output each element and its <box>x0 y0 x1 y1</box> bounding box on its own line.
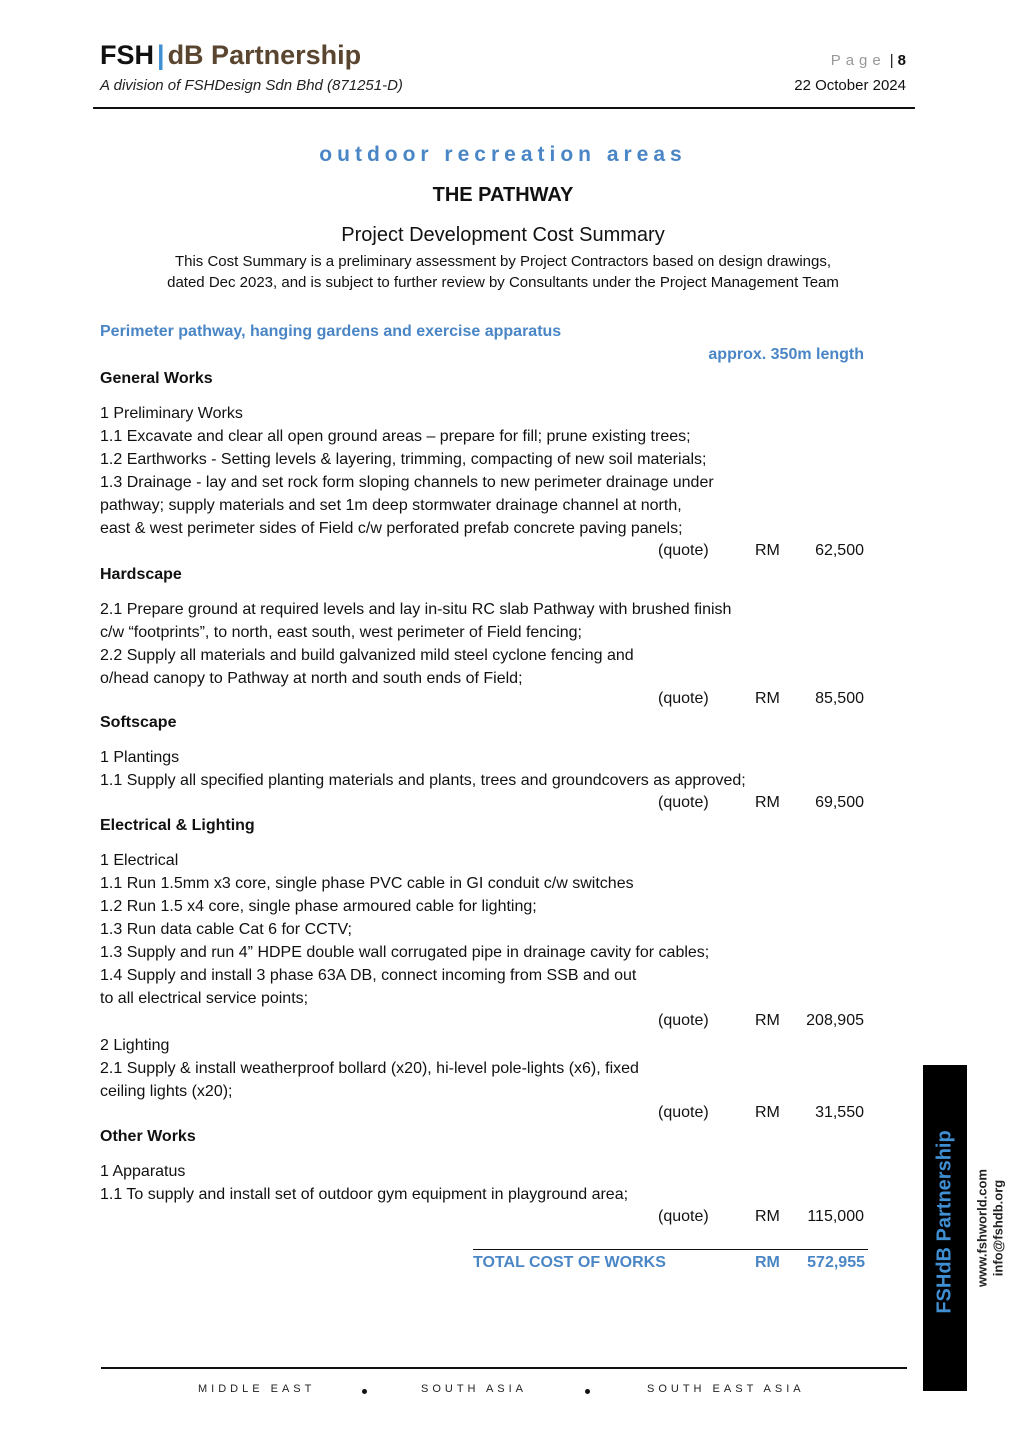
category-title-hardscape: Hardscape <box>100 566 182 583</box>
total-label: TOTAL COST OF WORKS <box>473 1254 666 1271</box>
cost-line-hardscape <box>600 690 870 712</box>
description-line: o/head canopy to Pathway at north and south ends of Field; <box>100 670 523 687</box>
currency-label: RM <box>755 1104 780 1121</box>
page-indicator <box>831 52 906 69</box>
footer-region-south-asia: SOUTH ASIA <box>421 1383 528 1395</box>
header-divider <box>93 107 915 109</box>
footer-divider <box>101 1367 907 1369</box>
scope-heading: Perimeter pathway, hanging gardens and exercise apparatus <box>100 323 562 340</box>
cost-line-general-works <box>600 542 870 564</box>
company-brand <box>100 40 361 71</box>
total-divider <box>473 1249 868 1250</box>
electrical-description <box>100 849 709 1010</box>
currency-label: RM <box>755 1208 780 1225</box>
hardscape-description <box>100 598 731 690</box>
cost-amount: 115,000 <box>807 1208 864 1225</box>
description-line: ceiling lights (x20); <box>100 1083 233 1100</box>
currency-label: RM <box>755 542 780 559</box>
sidebar-website[interactable]: www.fshworld.com <box>974 1169 990 1287</box>
quote-label: (quote) <box>658 1104 709 1121</box>
cost-line-other-works <box>600 1208 870 1230</box>
description-line: 1.2 Earthworks - Setting levels & layering, trimming, compacting of new soil materials; <box>100 451 707 468</box>
division-subtitle: A division of FSHDesign Sdn Bhd (871251-D) <box>100 77 403 94</box>
quote-label: (quote) <box>658 1208 709 1225</box>
page-label: Page <box>830 52 886 69</box>
description-line: pathway; supply materials and set 1m deep stormwater drainage channel at north, <box>100 497 682 514</box>
category-title-other-works: Other Works <box>100 1128 196 1145</box>
page-separator: | <box>889 52 894 69</box>
footer-region-south-east-asia: SOUTH EAST ASIA <box>647 1383 805 1395</box>
description-line: 1.2 Run 1.5 x4 core, single phase armoured cable for lighting; <box>100 898 537 915</box>
category-title-general-works: General Works <box>100 370 213 387</box>
other-works-description <box>100 1160 628 1206</box>
description-line: east & west perimeter sides of Field c/w perforated prefab concrete paving panels; <box>100 520 683 537</box>
currency-label: RM <box>755 794 780 811</box>
description-line: 1 Plantings <box>100 749 180 766</box>
intro-line: This Cost Summary is a preliminary assessment by Project Contractors based on design drawings, <box>174 253 832 270</box>
quote-label: (quote) <box>658 794 709 811</box>
total-currency: RM <box>755 1254 780 1271</box>
description-line: 2.2 Supply all materials and build galvanized mild steel cyclone fencing and <box>100 647 634 664</box>
description-line: 2.1 Prepare ground at required levels and lay in-situ RC slab Pathway with brushed finish <box>100 601 732 618</box>
footer-region-middle-east: MIDDLE EAST <box>198 1383 316 1395</box>
bullet-dot-icon <box>585 1389 590 1394</box>
brand-fsh: FSH <box>100 40 154 70</box>
softscape-description <box>100 746 746 792</box>
cost-amount: 208,905 <box>806 1012 864 1029</box>
page-number: 8 <box>897 52 906 69</box>
brand-db-partnership: dB Partnership <box>167 40 362 70</box>
cost-amount: 31,550 <box>815 1104 864 1121</box>
description-line: c/w “footprints”, to north, east south, west perimeter of Field fencing; <box>100 624 582 641</box>
currency-label: RM <box>755 1012 780 1029</box>
currency-label: RM <box>755 690 780 707</box>
category-title-softscape: Softscape <box>100 714 177 731</box>
description-line: 1 Preliminary Works <box>100 405 243 422</box>
brand-separator: | <box>157 40 165 70</box>
description-line: 1 Electrical <box>100 852 179 869</box>
quote-label: (quote) <box>658 542 709 559</box>
scope-length: approx. 350m length <box>708 346 864 363</box>
description-line: 1.1 Supply all specified planting materials and plants, trees and groundcovers as approved; <box>100 772 746 789</box>
quote-label: (quote) <box>658 1012 709 1029</box>
cost-line-lighting <box>600 1104 870 1126</box>
intro-paragraph <box>0 251 1006 293</box>
lighting-description <box>100 1034 639 1103</box>
description-line: 1.4 Supply and install 3 phase 63A DB, connect incoming from SSB and out <box>100 967 637 984</box>
general-works-description <box>100 402 714 540</box>
description-line: 1.1 Run 1.5mm x3 core, single phase PVC cable in GI conduit c/w switches <box>100 875 634 892</box>
sidebar-email[interactable]: info@fshdb.org <box>990 1179 1006 1277</box>
sidebar-brand: FSHdB Partnership <box>933 1130 956 1314</box>
document-date: 22 October 2024 <box>794 77 906 94</box>
cost-amount: 62,500 <box>815 542 864 559</box>
bullet-dot-icon <box>362 1389 367 1394</box>
description-line: 1.3 Supply and run 4” HDPE double wall corrugated pipe in drainage cavity for cables; <box>100 944 710 961</box>
cost-line-softscape <box>600 794 870 816</box>
cost-line-electrical <box>600 1012 870 1034</box>
description-line: 2 Lighting <box>100 1037 170 1054</box>
section-title: outdoor recreation areas <box>319 143 687 166</box>
cost-amount: 69,500 <box>815 794 864 811</box>
description-line: 2.1 Supply & install weatherproof bollard (x20), hi-level pole-lights (x6), fixed <box>100 1060 639 1077</box>
cost-amount: 85,500 <box>815 690 864 707</box>
description-line: 1.3 Drainage - lay and set rock form sloping channels to new perimeter drainage under <box>100 474 714 491</box>
page-title: THE PATHWAY <box>432 184 574 206</box>
description-line: 1.3 Run data cable Cat 6 for CCTV; <box>100 921 352 938</box>
description-line: 1 Apparatus <box>100 1163 186 1180</box>
description-line: 1.1 To supply and install set of outdoor gym equipment in playground area; <box>100 1186 629 1203</box>
quote-label: (quote) <box>658 690 709 707</box>
total-amount: 572,955 <box>807 1254 865 1271</box>
page-subtitle: Project Development Cost Summary <box>341 224 665 246</box>
description-line: to all electrical service points; <box>100 990 309 1007</box>
description-line: 1.1 Excavate and clear all open ground areas – prepare for fill; prune existing trees; <box>100 428 691 445</box>
intro-line: dated Dec 2023, and is subject to further review by Consultants under the Project Management Team <box>167 274 839 291</box>
category-title-electrical-lighting: Electrical & Lighting <box>100 817 255 834</box>
